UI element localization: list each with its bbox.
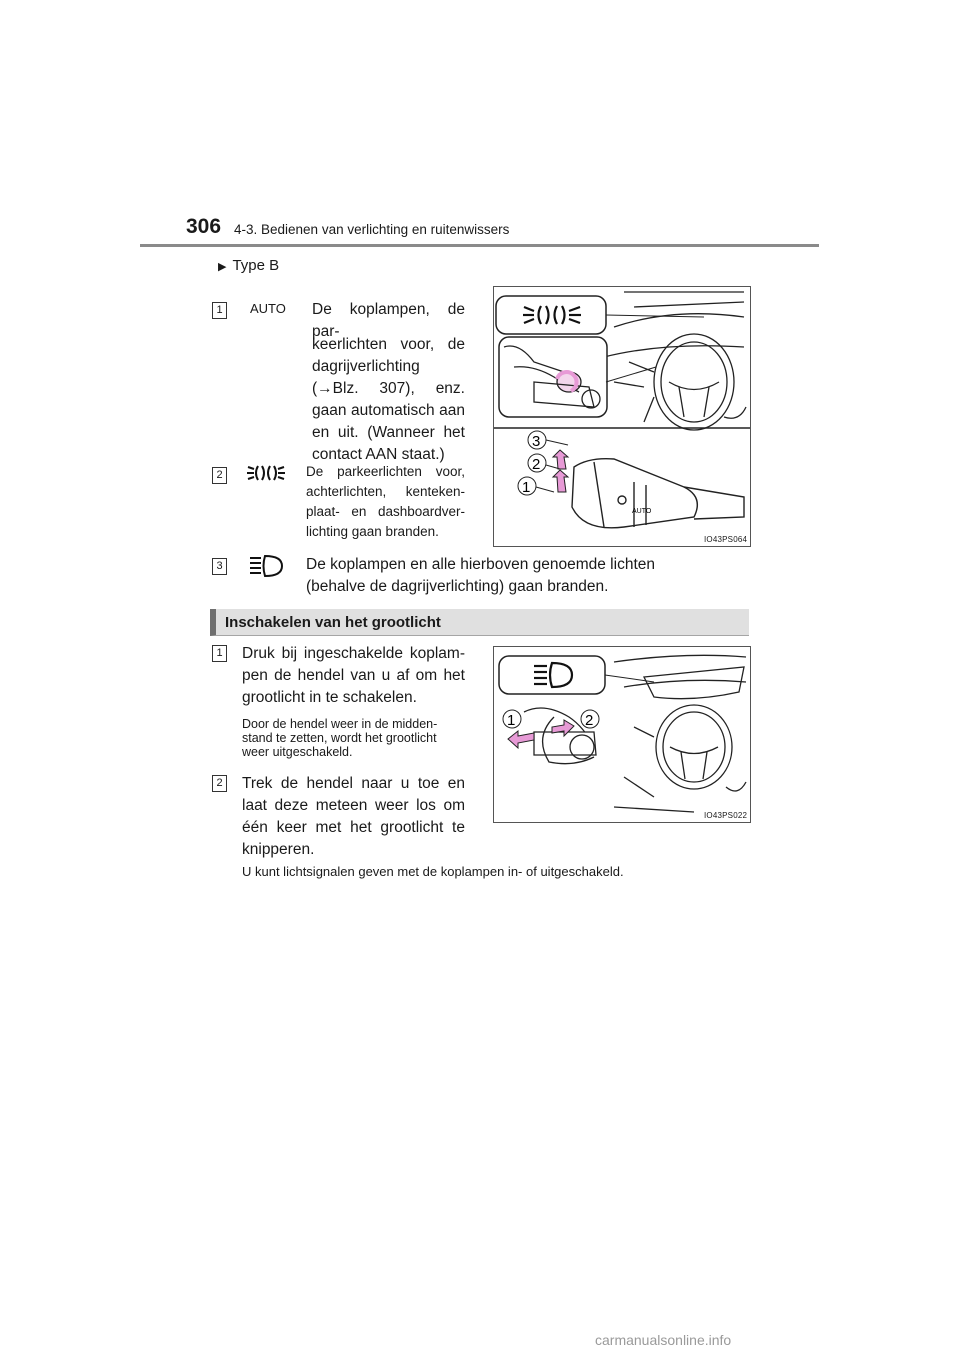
header-rule <box>140 244 819 247</box>
triangle-bullet-icon: ▶ <box>218 261 227 273</box>
item-1-text-first: De koplampen, de par- <box>312 301 465 340</box>
section-heading <box>210 609 749 636</box>
hb-item-number-1: 1 <box>212 645 227 662</box>
item-1-text-rest: keerlichten voor, de dagrijverlichting (→Blz. 307), enz. gaan automatisch aan en uit. (Wanneer het contact AAN staat.) <box>312 336 465 463</box>
page-number: 306 <box>186 215 222 238</box>
high-beam-illustration <box>494 647 750 822</box>
type-label-text: Type B <box>232 257 280 274</box>
item-number-2: 2 <box>212 467 227 484</box>
watermark: carmanualsonline.info <box>595 1332 732 1348</box>
item-3-text-line1: De koplampen en alle hierboven genoemde lichten <box>306 556 655 573</box>
section-heading-text: Inschakelen van het grootlicht <box>225 614 441 631</box>
item-number-1: 1 <box>212 302 227 319</box>
figure-2-label: IO43PS022 <box>704 811 748 820</box>
hb-item-number-2: 2 <box>212 775 227 792</box>
lever-auto-mark: AUTO <box>632 508 652 515</box>
hb-item-1-text: Druk bij ingeschakelde koplam-pen de hendel van u af om het grootlicht in te schakelen. <box>242 645 465 706</box>
hb-item-2-text: Trek de hendel naar u toe en laat deze meteen weer los om één keer met het grootlicht te knipperen. <box>242 775 465 858</box>
hb-item-1-note: Door de hendel weer in de midden-stand te zetten, wordt het grootlicht weer uitgeschakeld. <box>242 717 438 759</box>
final-note: U kunt lichtsignalen geven met de koplampen in- of uitgeschakeld. <box>242 864 624 879</box>
fig1-callout-3: 3 <box>532 433 541 450</box>
parking-light-icon <box>246 462 286 484</box>
item-number-3: 3 <box>212 558 227 575</box>
headlight-icon <box>248 554 284 578</box>
fig2-callout-2: 2 <box>585 712 594 729</box>
figure-1-label: IO43PS064 <box>704 535 748 544</box>
section-title: 4-3. Bedienen van verlichting en ruitenwissers <box>234 222 510 237</box>
light-switch-illustration <box>494 287 750 546</box>
item-3-text-line2: (behalve de dagrijverlichting) gaan branden. <box>306 578 609 595</box>
item-2-text: De parkeerlichten voor, achterlichten, kenteken-plaat- en dashboardver-lichting gaan branden. <box>306 464 465 539</box>
fig1-callout-2: 2 <box>532 456 541 473</box>
figure-light-switch <box>493 286 751 547</box>
fig1-callout-1: 1 <box>522 479 531 496</box>
auto-symbol: AUTO <box>250 301 286 316</box>
type-label <box>218 257 279 274</box>
fig2-callout-1: 1 <box>507 712 516 729</box>
figure-high-beam <box>493 646 751 823</box>
